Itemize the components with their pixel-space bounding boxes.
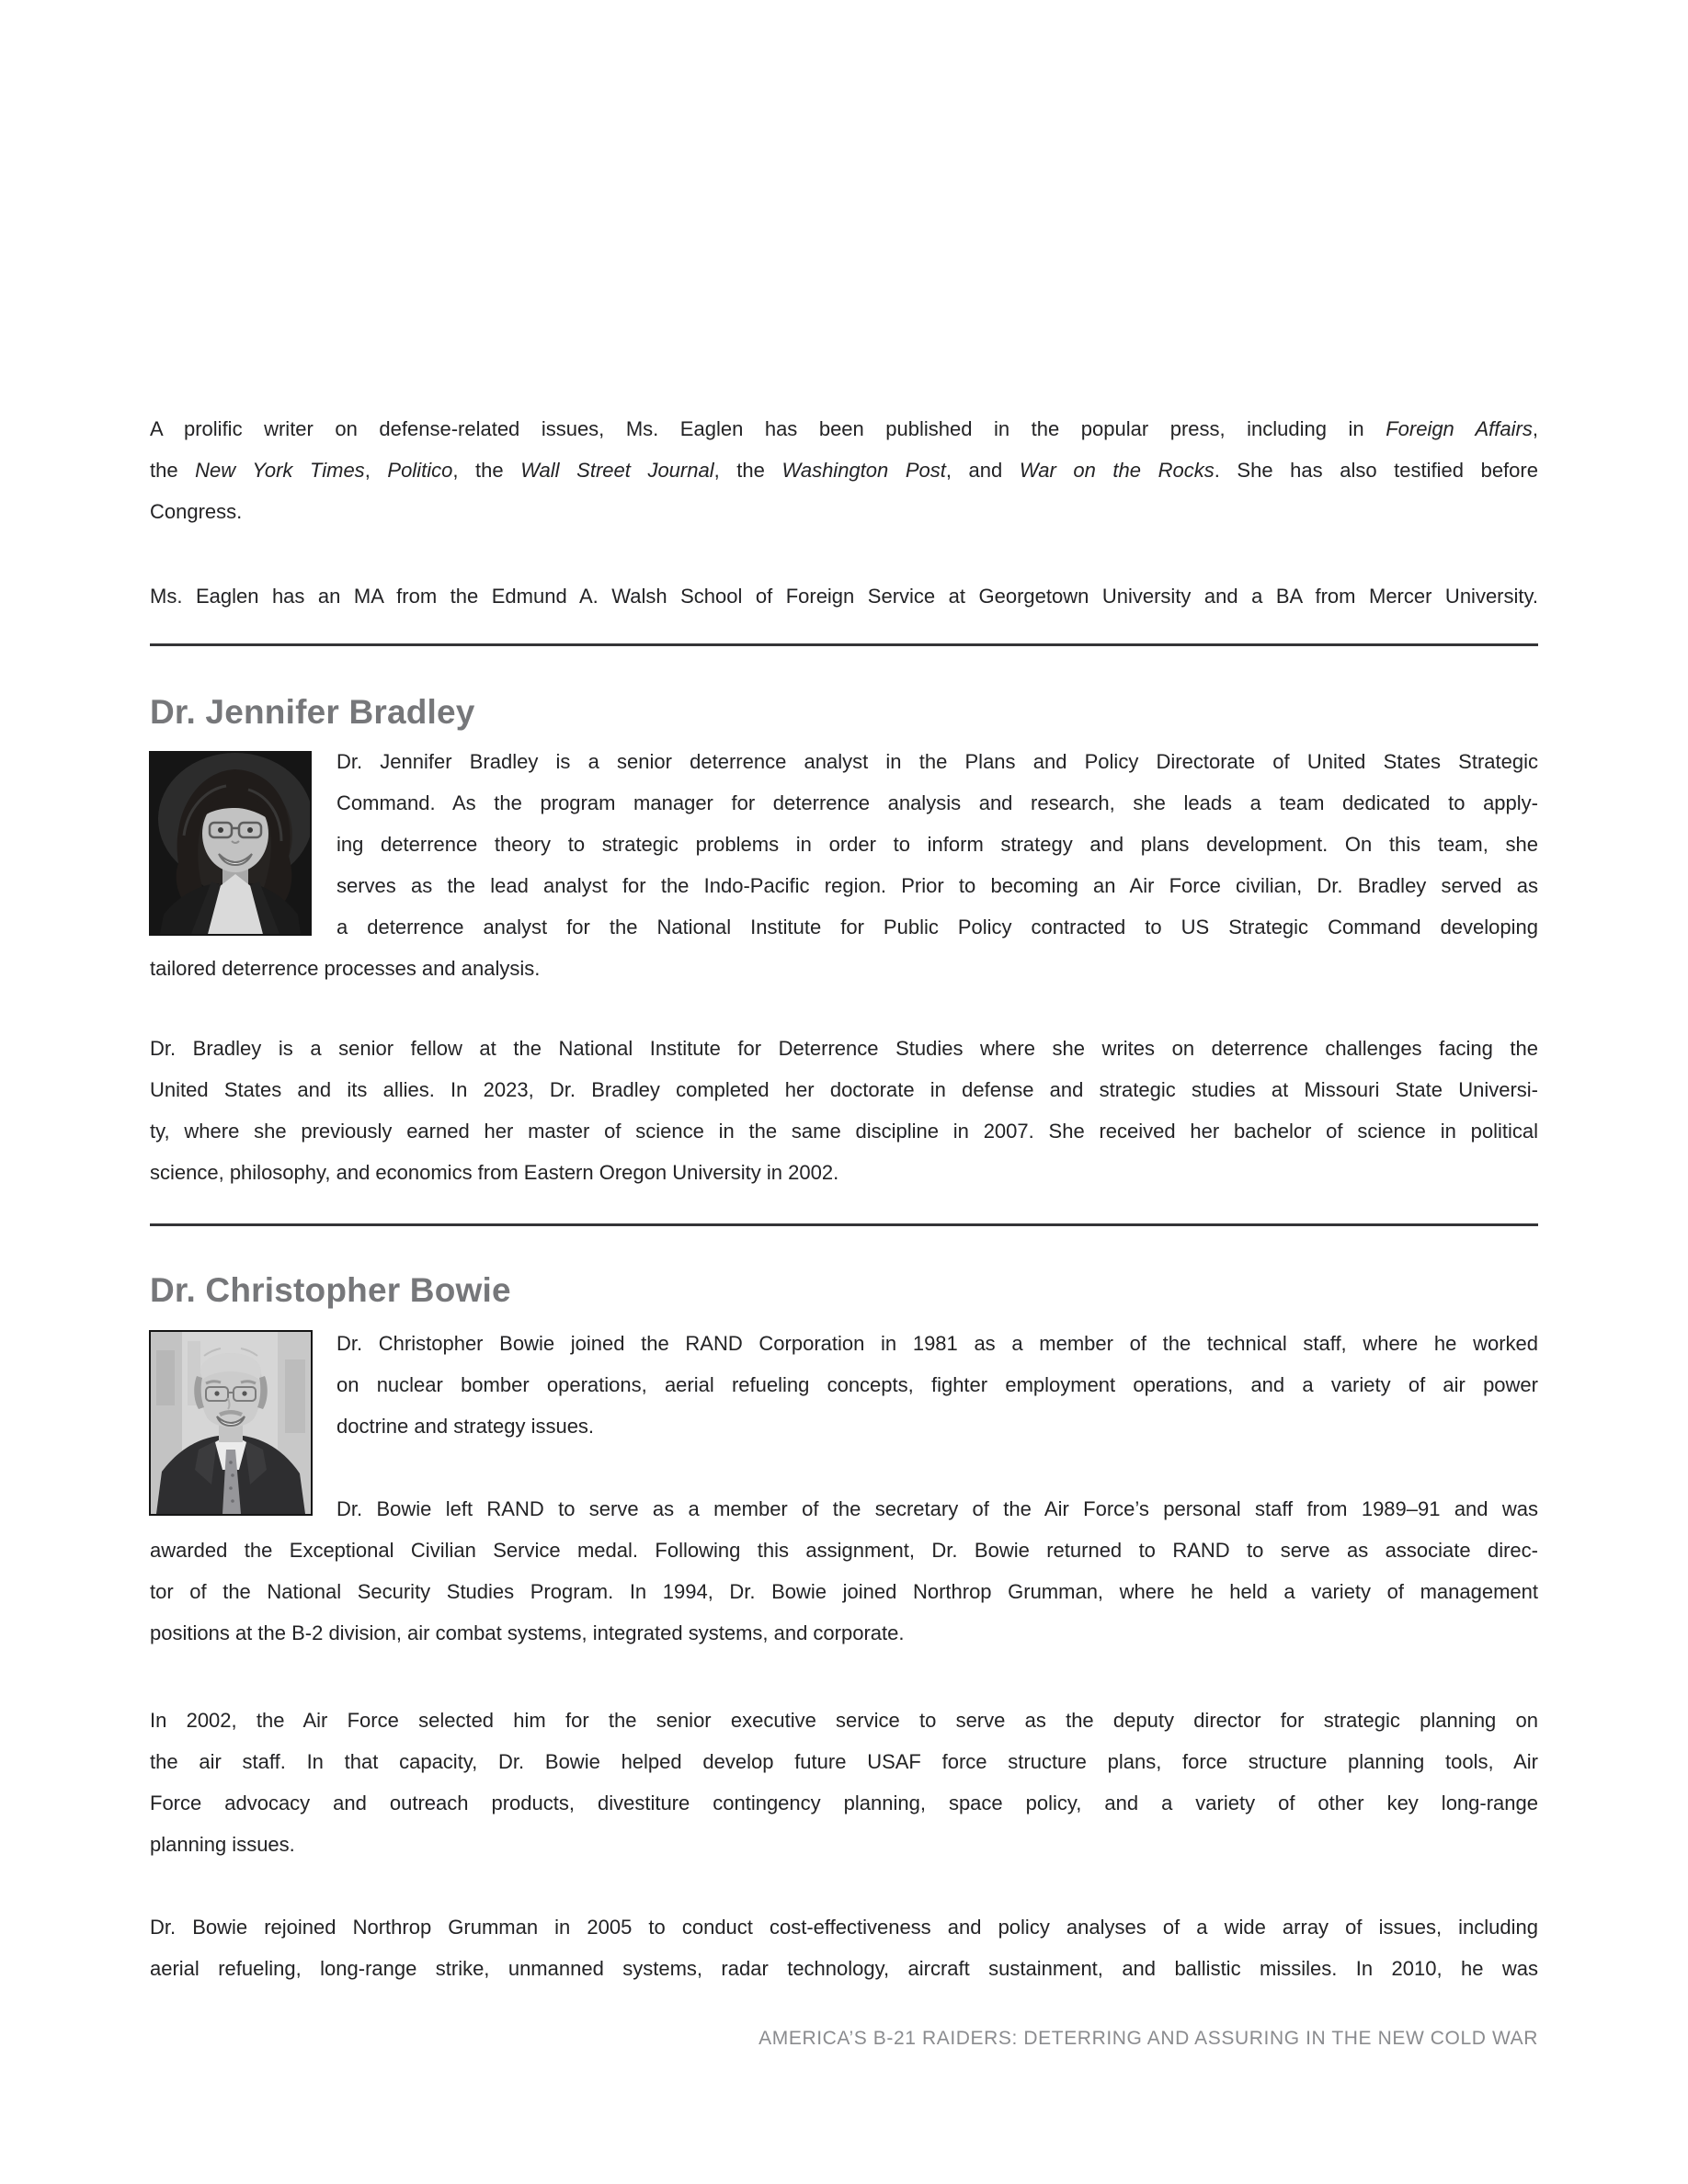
bradley-bio-paragraph-1 (150, 741, 1538, 989)
text-line: Ms. Eaglen has an MA from the Edmund A. Walsh School of Foreign Service at Georgetown University and a BA from Mercer University. (150, 585, 1538, 608)
bowie-section-heading: Dr. Christopher Bowie (150, 1271, 511, 1309)
bowie-bio-paragraph-4 (150, 1906, 1538, 1989)
text-line: positions at the B-2 division, air combat systems, integrated systems, and corporate. (150, 1621, 905, 1644)
text-line: Dr. Jennifer Bradley is a senior deterrence analyst in the Plans and Policy Directorate of United States Strategic (336, 750, 1538, 773)
text-line: doctrine and strategy issues. (336, 1415, 595, 1438)
text-line: Dr. Christopher Bowie joined the RAND Corporation in 1981 as a member of the technical staff, where he worked (336, 1332, 1538, 1355)
text-line: tor of the National Security Studies Program. In 1994, Dr. Bowie joined Northrop Grumman, where he held a variety of management (150, 1580, 1538, 1603)
text-line: awarded the Exceptional Civilian Service medal. Following this assignment, Dr. Bowie returned to RAND to serve as associate direc- (150, 1539, 1538, 1562)
bowie-bio-paragraph-1 (150, 1323, 1538, 1447)
text-line: Command. As the program manager for deterrence analysis and research, she leads a team dedicated to apply- (336, 791, 1538, 814)
text-line: the New York Times, Politico, the Wall Street Journal, the Washington Post, and War on the Rocks. She has also testified before (150, 459, 1538, 482)
text-line: Dr. Bowie rejoined Northrop Grumman in 2005 to conduct cost-effectiveness and policy analyses of a wide array of issues, including (150, 1916, 1538, 1939)
text-line: A prolific writer on defense-related issues, Ms. Eaglen has been published in the popular press, including in Foreign Affairs, (150, 417, 1538, 440)
text-line: Dr. Bowie left RAND to serve as a member of the secretary of the Air Force’s personal staff from 1989–91 and was (336, 1497, 1538, 1520)
text-line: Congress. (150, 500, 243, 523)
bradley-section-heading: Dr. Jennifer Bradley (150, 693, 475, 731)
text-line: In 2002, the Air Force selected him for the senior executive service to serve as the deputy director for strategic planning on (150, 1709, 1538, 1732)
text-line: ing deterrence theory to strategic problems in order to inform strategy and plans development. On this team, she (336, 833, 1538, 856)
text-line: planning issues. (150, 1833, 295, 1856)
text-line: ty, where she previously earned her master of science in the same discipline in 2007. She received her bachelor of science in political (150, 1120, 1538, 1143)
bowie-bio-paragraph-3 (150, 1700, 1538, 1865)
eaglen-education-paragraph (150, 575, 1538, 617)
section-divider-rule (150, 643, 1538, 646)
text-line: Force advocacy and outreach products, divestiture contingency planning, space policy, and a variety of other key long-range (150, 1792, 1538, 1814)
text-line: the air staff. In that capacity, Dr. Bowie helped develop future USAF force structure plans, force structure planning tools, Air (150, 1750, 1538, 1773)
footer-running-title: AMERICA’S B-21 RAIDERS: DETERRING AND ASSURING IN THE NEW COLD WAR (758, 2028, 1538, 2049)
text-line: aerial refueling, long-range strike, unmanned systems, radar technology, aircraft sustainment, and ballistic missiles. In 2010, he was (150, 1957, 1538, 1980)
eaglen-publications-paragraph (150, 408, 1538, 532)
text-line: tailored deterrence processes and analysis. (150, 957, 541, 980)
text-line: on nuclear bomber operations, aerial refueling concepts, fighter employment operations, and a variety of air power (336, 1373, 1538, 1396)
bowie-bio-paragraph-2 (150, 1488, 1538, 1654)
bradley-bio-paragraph-2 (150, 1028, 1538, 1193)
text-line: Dr. Bradley is a senior fellow at the National Institute for Deterrence Studies where she writes on deterrence challenges facing the (150, 1037, 1538, 1060)
text-line: science, philosophy, and economics from Eastern Oregon University in 2002. (150, 1161, 839, 1184)
text-line: serves as the lead analyst for the Indo-Pacific region. Prior to becoming an Air Force civilian, Dr. Bradley served as (336, 874, 1538, 897)
section-divider-rule (150, 1223, 1538, 1226)
text-line: United States and its allies. In 2023, Dr. Bradley completed her doctorate in defense and strategic studies at Missouri State Universi- (150, 1078, 1538, 1101)
text-line: a deterrence analyst for the National Institute for Public Policy contracted to US Strategic Command developing (336, 916, 1538, 938)
